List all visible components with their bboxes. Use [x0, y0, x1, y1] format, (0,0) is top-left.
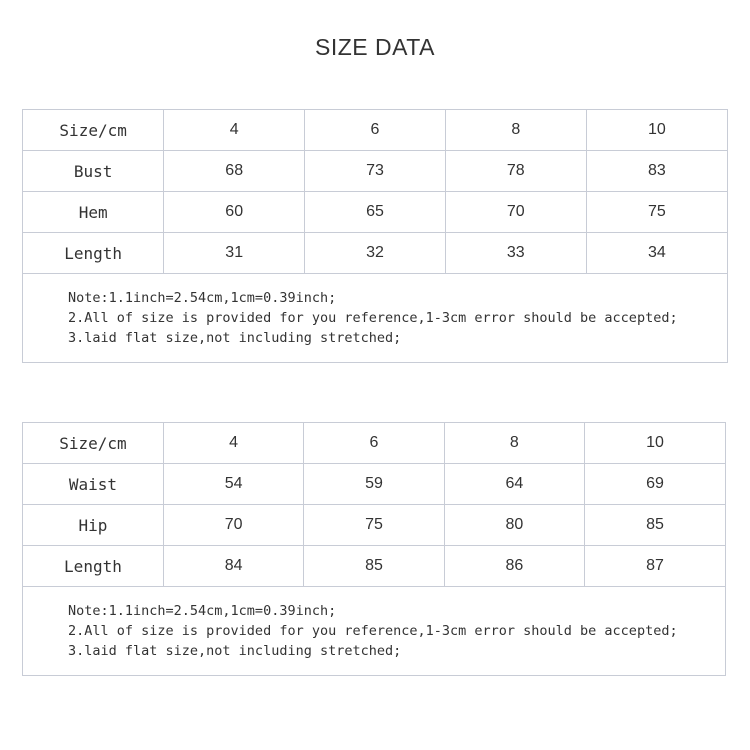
table-cell: 80	[444, 505, 584, 546]
size-notes	[23, 274, 727, 348]
table-cell: 64	[444, 464, 584, 505]
table-cell: 78	[445, 151, 586, 192]
page-title: SIZE DATA	[315, 34, 435, 60]
table-cell: 69	[585, 464, 725, 505]
header-cell: 6	[305, 110, 446, 151]
size-table	[23, 423, 725, 587]
table-cell: 75	[304, 505, 444, 546]
size-table	[23, 110, 727, 274]
note-line: 3.laid flat size,not including stretched;	[68, 330, 402, 346]
size-table-bottom	[22, 422, 726, 676]
table-header-row	[23, 110, 727, 151]
table-row	[23, 151, 727, 192]
header-cell: 4	[163, 423, 303, 464]
table-row	[23, 192, 727, 233]
table-cell: 59	[304, 464, 444, 505]
row-label: Bust	[23, 151, 164, 192]
table-cell: 87	[585, 546, 725, 587]
table-cell: 60	[164, 192, 305, 233]
table-row	[23, 233, 727, 274]
size-table-top	[22, 109, 728, 363]
table-cell: 54	[163, 464, 303, 505]
row-label: Length	[23, 546, 163, 587]
table-cell: 70	[445, 192, 586, 233]
row-label: Waist	[23, 464, 163, 505]
header-cell: 8	[444, 423, 584, 464]
header-cell: Size/cm	[23, 423, 163, 464]
row-label: Hip	[23, 505, 163, 546]
table-cell: 75	[586, 192, 727, 233]
note-line: 3.laid flat size,not including stretched;	[68, 643, 402, 659]
table-cell: 70	[163, 505, 303, 546]
row-label: Hem	[23, 192, 164, 233]
header-cell: 6	[304, 423, 444, 464]
row-label: Length	[23, 233, 164, 274]
size-notes	[23, 587, 725, 661]
note-line: 2.All of size is provided for you reference,1-3cm error should be accepted;	[68, 310, 678, 326]
header-cell: 4	[164, 110, 305, 151]
table-cell: 85	[585, 505, 725, 546]
table-cell: 31	[164, 233, 305, 274]
table-cell: 84	[163, 546, 303, 587]
table-cell: 68	[164, 151, 305, 192]
table-cell: 34	[586, 233, 727, 274]
table-row	[23, 464, 725, 505]
table-cell: 85	[304, 546, 444, 587]
header-cell: Size/cm	[23, 110, 164, 151]
table-cell: 33	[445, 233, 586, 274]
table-cell: 73	[305, 151, 446, 192]
table-row	[23, 505, 725, 546]
table-cell: 83	[586, 151, 727, 192]
header-cell: 10	[585, 423, 725, 464]
table-row	[23, 546, 725, 587]
table-cell: 65	[305, 192, 446, 233]
note-line: Note:1.1inch=2.54cm,1cm=0.39inch;	[68, 603, 337, 619]
table-cell: 86	[444, 546, 584, 587]
header-cell: 10	[586, 110, 727, 151]
table-header-row	[23, 423, 725, 464]
header-cell: 8	[445, 110, 586, 151]
note-line: Note:1.1inch=2.54cm,1cm=0.39inch;	[68, 290, 337, 306]
note-line: 2.All of size is provided for you reference,1-3cm error should be accepted;	[68, 623, 678, 639]
table-cell: 32	[305, 233, 446, 274]
